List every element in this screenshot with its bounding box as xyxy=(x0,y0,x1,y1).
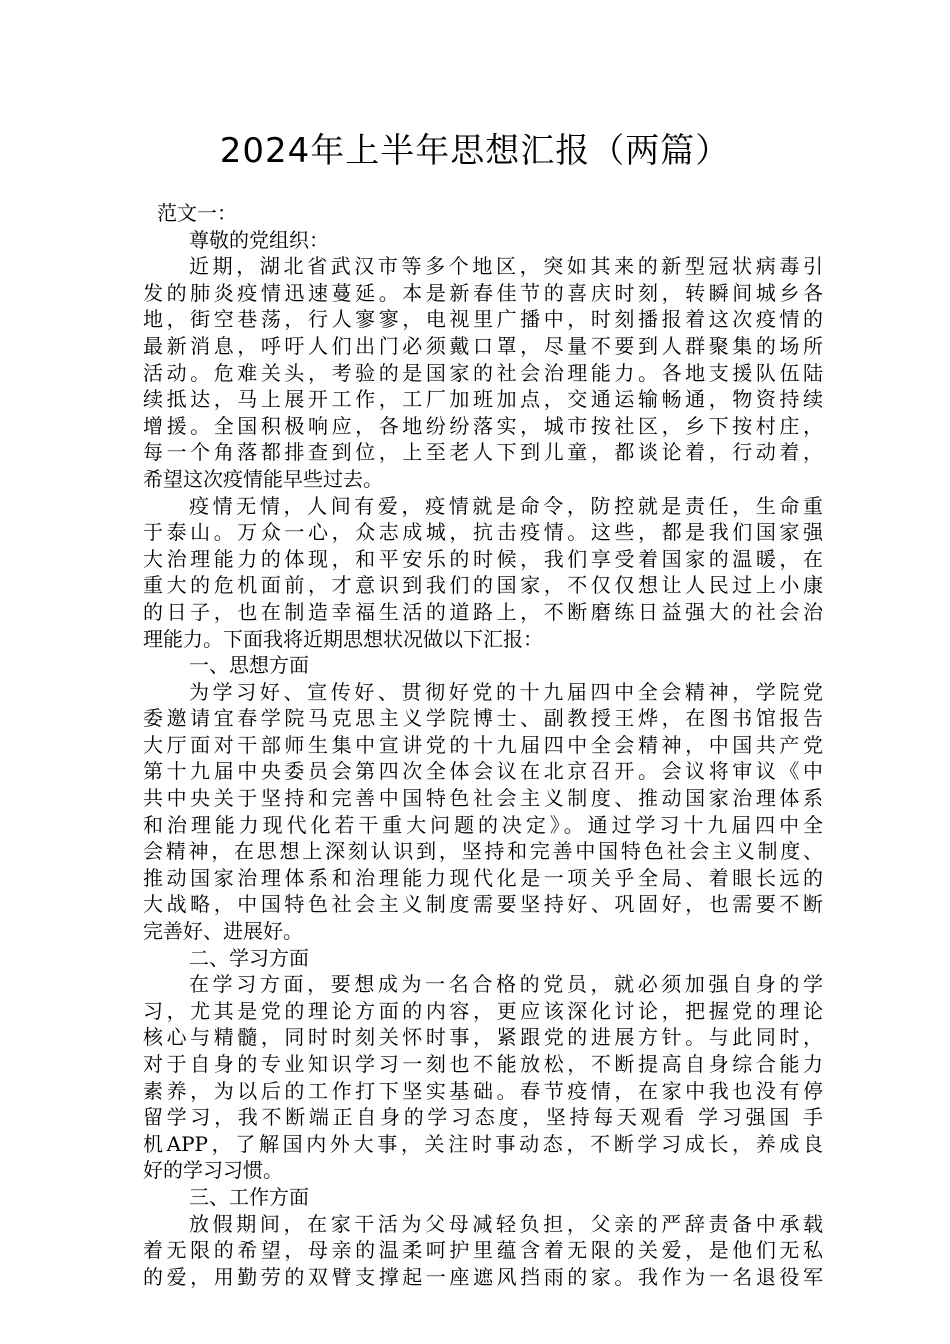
salutation-line: 尊敬的党组织： xyxy=(189,227,329,252)
paragraph-line: 第十九届中央委员会第四次全体会议在北京召开。会议将审议《中 xyxy=(143,759,823,784)
paragraph-line: 的日子，也在制造幸福生活的道路上，不断磨练日益强大的社会治 xyxy=(143,599,823,624)
section-label: 范文一： xyxy=(157,201,237,225)
paragraph-line: 好的学习习惯。 xyxy=(143,1158,283,1183)
paragraph-line: 着无限的希望，母亲的温柔呵护里蕴含着无限的关爱，是他们无私 xyxy=(143,1238,823,1263)
paragraph-line: 推动国家治理体系和治理能力现代化是一项关乎全局、着眼长远的 xyxy=(143,865,823,890)
paragraph-line: 委邀请宜春学院马克思主义学院博士、副教授王烨，在图书馆报告 xyxy=(143,706,823,731)
paragraph-line: 核心与精髓，同时时刻关怀时事，紧跟党的进展方针。与此同时， xyxy=(143,1025,823,1050)
paragraph-line: 近期，湖北省武汉市等多个地区，突如其来的新型冠状病毒引 xyxy=(189,254,823,279)
paragraph-line: 大战略，中国特色社会主义制度需要坚持好、巩固好，也需要不断 xyxy=(143,892,823,917)
paragraph-line: 和治理能力现代化若干重大问题的决定》。通过学习十九届四中全 xyxy=(143,812,823,837)
section-heading: 一、思想方面 xyxy=(189,653,309,678)
paragraph-line: 留学习，我不断端正自身的学习态度，坚持每天观看 学习强国 手 xyxy=(143,1105,823,1130)
paragraph-line: 发的肺炎疫情迅速蔓延。本是新春佳节的喜庆时刻，转瞬间城乡各 xyxy=(143,280,823,305)
paragraph-line: 地，街空巷荡，行人寥寥，电视里广播中，时刻播报着这次疫情的 xyxy=(143,307,823,332)
paragraph-line: 疫情无情，人间有爱，疫情就是命令，防控就是责任，生命重 xyxy=(189,493,823,518)
paragraph-line: 最新消息，呼吁人们出门必须戴口罩，尽量不要到人群聚集的场所 xyxy=(143,333,823,358)
paragraph-line: 对于自身的专业知识学习一刻也不能放松，不断提高自身综合能力 xyxy=(143,1052,823,1076)
paragraph-line: 共中央关于坚持和完善中国特色社会主义制度、推动国家治理体系 xyxy=(143,786,823,811)
paragraph-line: 在学习方面，要想成为一名合格的党员，就必须加强自身的学 xyxy=(189,972,823,997)
paragraph-line: 增援。全国积极响应，各地纷纷落实，城市按社区，乡下按村庄， xyxy=(143,413,823,438)
paragraph-line: 放假期间，在家干活为父母减轻负担，父亲的严辞责备中承载 xyxy=(189,1211,823,1236)
paragraph-line: 为学习好、宣传好、贯彻好党的十九届四中全会精神，学院党 xyxy=(189,679,823,704)
paragraph-line: 机APP，了解国内外大事，关注时事动态，不断学习成长，养成良 xyxy=(143,1131,823,1156)
paragraph-line: 的爱，用勤劳的双臂支撑起一座遮风挡雨的家。我作为一名退役军 xyxy=(143,1264,823,1289)
paragraph-line: 完善好、进展好。 xyxy=(143,919,303,944)
section-heading: 三、工作方面 xyxy=(189,1184,309,1209)
paragraph-line: 续抵达，马上展开工作，工厂加班加点，交通运输畅通，物资持续 xyxy=(143,387,823,412)
paragraph-line: 会精神，在思想上深刻认识到，坚持和完善中国特色社会主义制度、 xyxy=(143,839,823,864)
paragraph-line: 于泰山。万众一心，众志成城，抗击疫情。这些，都是我们国家强 xyxy=(143,520,823,545)
paragraph-line: 理能力。下面我将近期思想状况做以下汇报： xyxy=(143,626,543,651)
document-title: 2024年上半年思想汇报（两篇） xyxy=(219,131,731,171)
paragraph-line: 活动。危难关头，考验的是国家的社会治理能力。各地支援队伍陆 xyxy=(143,360,823,385)
paragraph-line: 重大的危机面前，才意识到我们的国家，不仅仅想让人民过上小康 xyxy=(143,573,823,598)
document-body xyxy=(143,200,823,1290)
paragraph-line: 素养，为以后的工作打下坚实基础。春节疫情，在家中我也没有停 xyxy=(143,1078,823,1103)
section-heading: 二、学习方面 xyxy=(189,945,309,970)
paragraph-line: 希望这次疫情能早些过去。 xyxy=(143,466,383,491)
paragraph-line: 每一个角落都排查到位，上至老人下到儿童，都谈论着，行动着， xyxy=(143,440,823,465)
paragraph-line: 大治理能力的体现，和平安乐的时候，我们享受着国家的温暖，在 xyxy=(143,546,823,571)
paragraph-line: 习，尤其是党的理论方面的内容，更应该深化讨论，把握党的理论 xyxy=(143,998,823,1023)
paragraph-line: 大厅面对干部师生集中宣讲党的十九届四中全会精神，中国共产党 xyxy=(143,732,823,757)
